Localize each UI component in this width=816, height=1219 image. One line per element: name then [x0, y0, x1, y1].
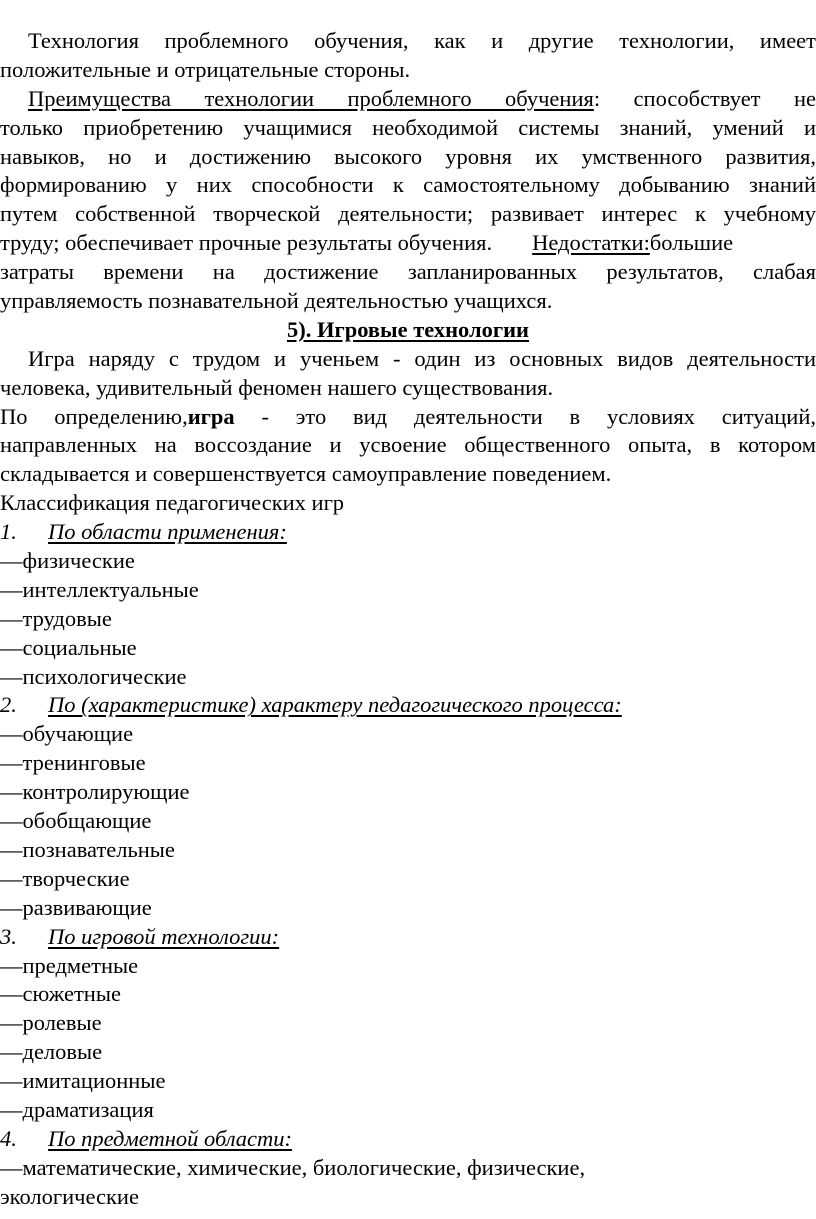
group-3-number: 3.	[0, 923, 17, 949]
list-item: —обобщающие	[0, 808, 152, 834]
group-2-heading	[0, 691, 816, 720]
advantages-line-3: навыков, но и достижению высокого уровня их умственного развития,	[0, 143, 816, 169]
advantages-line-4: формированию у них способности к самостоятельному добыванию знаний	[0, 172, 816, 198]
section-title-text: 5). Игровые технологии	[286, 316, 530, 342]
group-1-title: По области применения:	[48, 519, 287, 545]
advantages-line-1-rest: : способствует не	[593, 85, 816, 111]
document-page	[0, 27, 816, 1212]
group-2-number: 2.	[0, 692, 17, 718]
definition-line-2: направленных на воссоздание и усвоение общественного опыта, в котором	[0, 432, 816, 458]
advantages-line-8: управляемость познавательной деятельностью учащихся.	[0, 288, 553, 314]
list-item: —имитационные	[0, 1068, 166, 1094]
group-2-title: По (характеристике) характеру педагогического процесса:	[48, 692, 622, 718]
list-item: —драматизация	[0, 1096, 154, 1122]
definition-term: игра	[187, 403, 235, 429]
advantages-line-6-text: труду; обеспечивает прочные результаты обучения.	[0, 230, 493, 256]
definition-line-3: складывается и совершенствуется самоуправление поведением.	[0, 461, 612, 487]
disadvantages-start: большие	[649, 230, 734, 256]
definition-rest: - это вид деятельности в условиях ситуаций,	[234, 403, 816, 429]
disadvantages-label: Недостатки:	[532, 230, 650, 256]
group-4-title: По предметной области:	[48, 1125, 293, 1151]
group-3-title: По игровой технологии:	[48, 923, 280, 949]
intro-line-2: положительные и отрицательные стороны.	[0, 56, 411, 82]
list-item: —контролирующие	[0, 779, 190, 805]
list-item: —обучающие	[0, 721, 134, 747]
list-item: —социальные	[0, 634, 137, 660]
definition-prefix: По определению,	[0, 403, 188, 429]
advantages-line-1	[0, 85, 816, 114]
list-item: —сюжетные	[0, 981, 121, 1007]
classification-heading: Классификация педагогических игр	[0, 490, 345, 516]
game-line-1: Игра наряду с трудом и ученьем - один из основных видов деятельности	[28, 345, 816, 371]
advantages-line-6	[0, 229, 816, 258]
advantages-line-7: затраты времени на достижение запланированных результатов, слабая	[0, 259, 816, 285]
section-title	[0, 316, 816, 345]
list-item: экологические	[0, 1183, 139, 1209]
list-item: —тренинговые	[0, 750, 146, 776]
group-1-heading	[0, 518, 816, 547]
group-4-heading	[0, 1125, 816, 1154]
game-line-2: человека, удивительный феномен нашего существования.	[0, 374, 554, 400]
group-1-number: 1.	[0, 519, 17, 545]
list-item: —познавательные	[0, 836, 175, 862]
group-3-heading	[0, 923, 816, 952]
list-item: —психологические	[0, 663, 187, 689]
list-item: —развивающие	[0, 894, 152, 920]
group-4-number: 4.	[0, 1125, 17, 1151]
list-item: —предметные	[0, 952, 139, 978]
list-item: —физические	[0, 548, 135, 574]
list-item: —математические, химические, биологические, физические,	[0, 1154, 586, 1180]
advantages-line-5: путем собственной творческой деятельности; развивает интерес к учебному	[0, 201, 816, 227]
list-item: —творческие	[0, 865, 130, 891]
list-item: —интеллектуальные	[0, 576, 199, 602]
list-item: —ролевые	[0, 1010, 102, 1036]
advantages-line-2: только приобретению учащимися необходимой системы знаний, умений и	[0, 114, 816, 140]
list-item: —деловые	[0, 1039, 103, 1065]
intro-line-1: Технология проблемного обучения, как и другие технологии, имеет	[28, 28, 816, 53]
list-item: —трудовые	[0, 605, 112, 631]
definition-line-1	[0, 403, 816, 432]
advantages-label: Преимущества технологии проблемного обучения	[28, 85, 594, 111]
